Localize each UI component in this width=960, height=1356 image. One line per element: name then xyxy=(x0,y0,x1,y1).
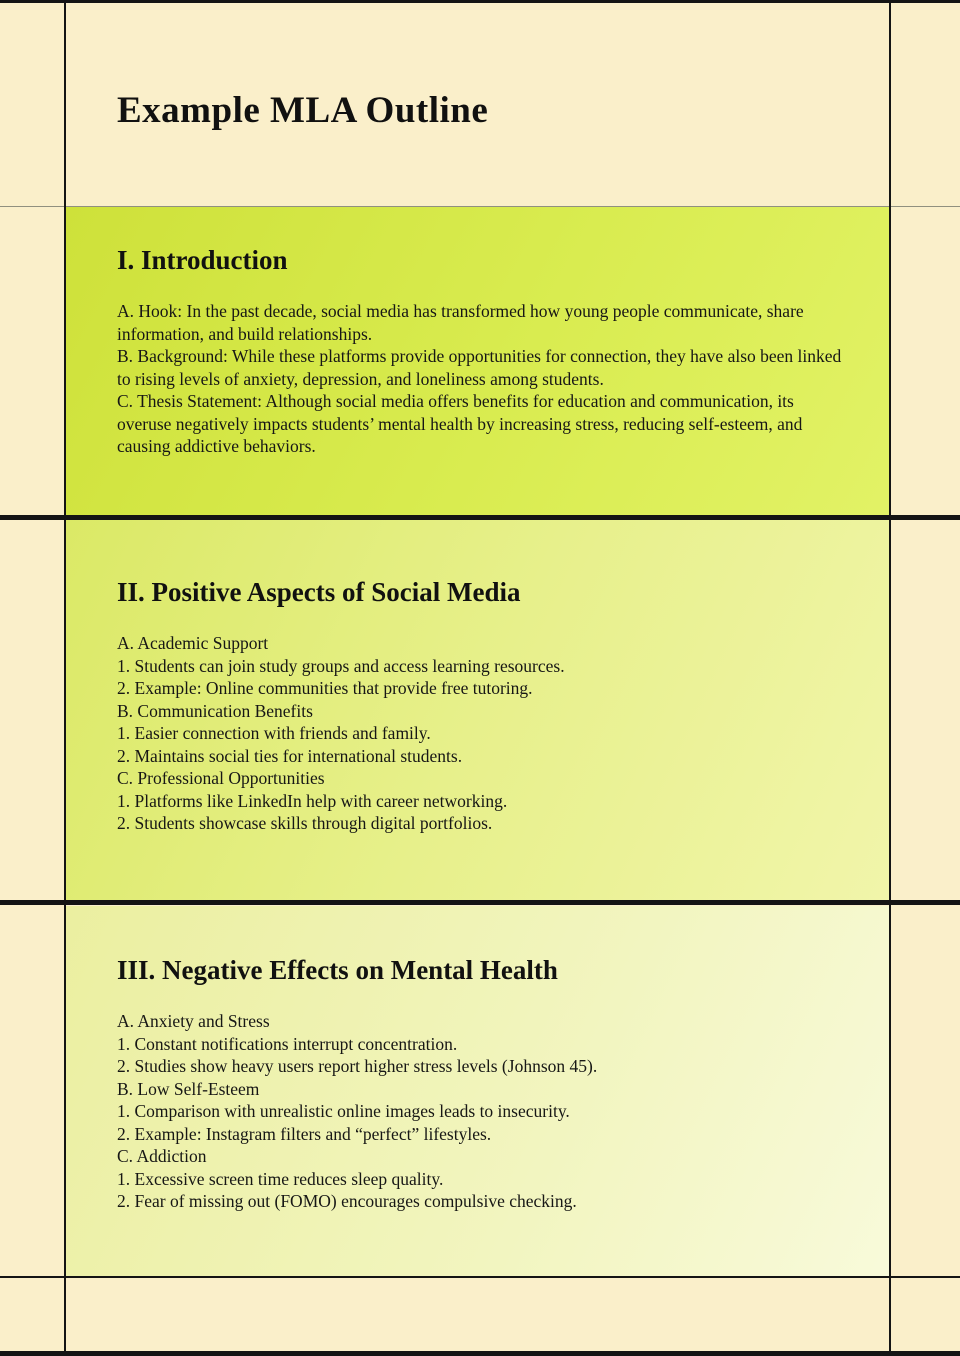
outline-item: 2. Example: Instagram filters and “perfect” lifestyles. xyxy=(117,1123,492,1144)
outline-item: 1. Comparison with unrealistic online images leads to insecurity. xyxy=(117,1101,570,1121)
section-divider-1 xyxy=(0,515,960,520)
section-introduction xyxy=(66,207,890,515)
section-divider-2 xyxy=(0,900,960,905)
bottom-border-rule xyxy=(0,1351,960,1356)
outline-item: B. Low Self-Esteem xyxy=(117,1078,260,1099)
top-border-rule xyxy=(0,0,960,3)
right-margin-rule xyxy=(889,0,891,1356)
section-heading: III. Negative Effects on Mental Health xyxy=(117,955,558,985)
outline-item: A. Anxiety and Stress xyxy=(117,1011,270,1031)
outline-item: 2. Studies show heavy users report higher stress levels (Johnson 45). xyxy=(117,1056,598,1076)
page-title: Example MLA Outline xyxy=(117,90,489,131)
section-positive-aspects xyxy=(66,520,890,900)
outline-item: C. Addiction xyxy=(117,1146,207,1166)
outline-item: B. Background: While these platforms provide opportunities for connection, they have also been linked to rising levels of anxiety, depression, and loneliness among students. xyxy=(117,346,842,389)
outline-item: C. Thesis Statement: Although social media offers benefits for education and communication, its overuse negatively impacts students’ mental health by increasing stress, reducing self-esteem, and causing addictive behaviors. xyxy=(117,391,803,456)
outline-item: 1. Constant notifications interrupt concentration. xyxy=(117,1033,458,1054)
outline-item: 2. Example: Online communities that provide free tutoring. xyxy=(117,678,533,698)
outline-item: A. Hook: In the past decade, social media has transformed how young people communicate, share information, and build relationships. xyxy=(117,301,804,344)
outline-item: C. Professional Opportunities xyxy=(117,768,325,788)
outline-item: A. Academic Support xyxy=(117,633,269,653)
title-row xyxy=(66,3,890,206)
outline-item: 2. Fear of missing out (FOMO) encourages compulsive checking. xyxy=(117,1191,577,1211)
left-margin-rule xyxy=(64,0,66,1356)
outline-item: 1. Students can join study groups and access learning resources. xyxy=(117,655,565,676)
section-heading: II. Positive Aspects of Social Media xyxy=(117,577,521,607)
section-negative-effects xyxy=(66,906,890,1276)
section-heading: I. Introduction xyxy=(117,245,288,275)
outline-item: 1. Platforms like LinkedIn help with career networking. xyxy=(117,790,508,811)
section-divider-3 xyxy=(0,1276,960,1278)
title-divider-rule xyxy=(0,206,960,207)
outline-item: 1. Easier connection with friends and family. xyxy=(117,723,431,743)
outline-item: 2. Students showcase skills through digital portfolios. xyxy=(117,813,493,833)
outline-item: 1. Excessive screen time reduces sleep quality. xyxy=(117,1168,444,1189)
outline-item: B. Communication Benefits xyxy=(117,700,313,721)
outline-item: 2. Maintains social ties for international students. xyxy=(117,745,463,766)
